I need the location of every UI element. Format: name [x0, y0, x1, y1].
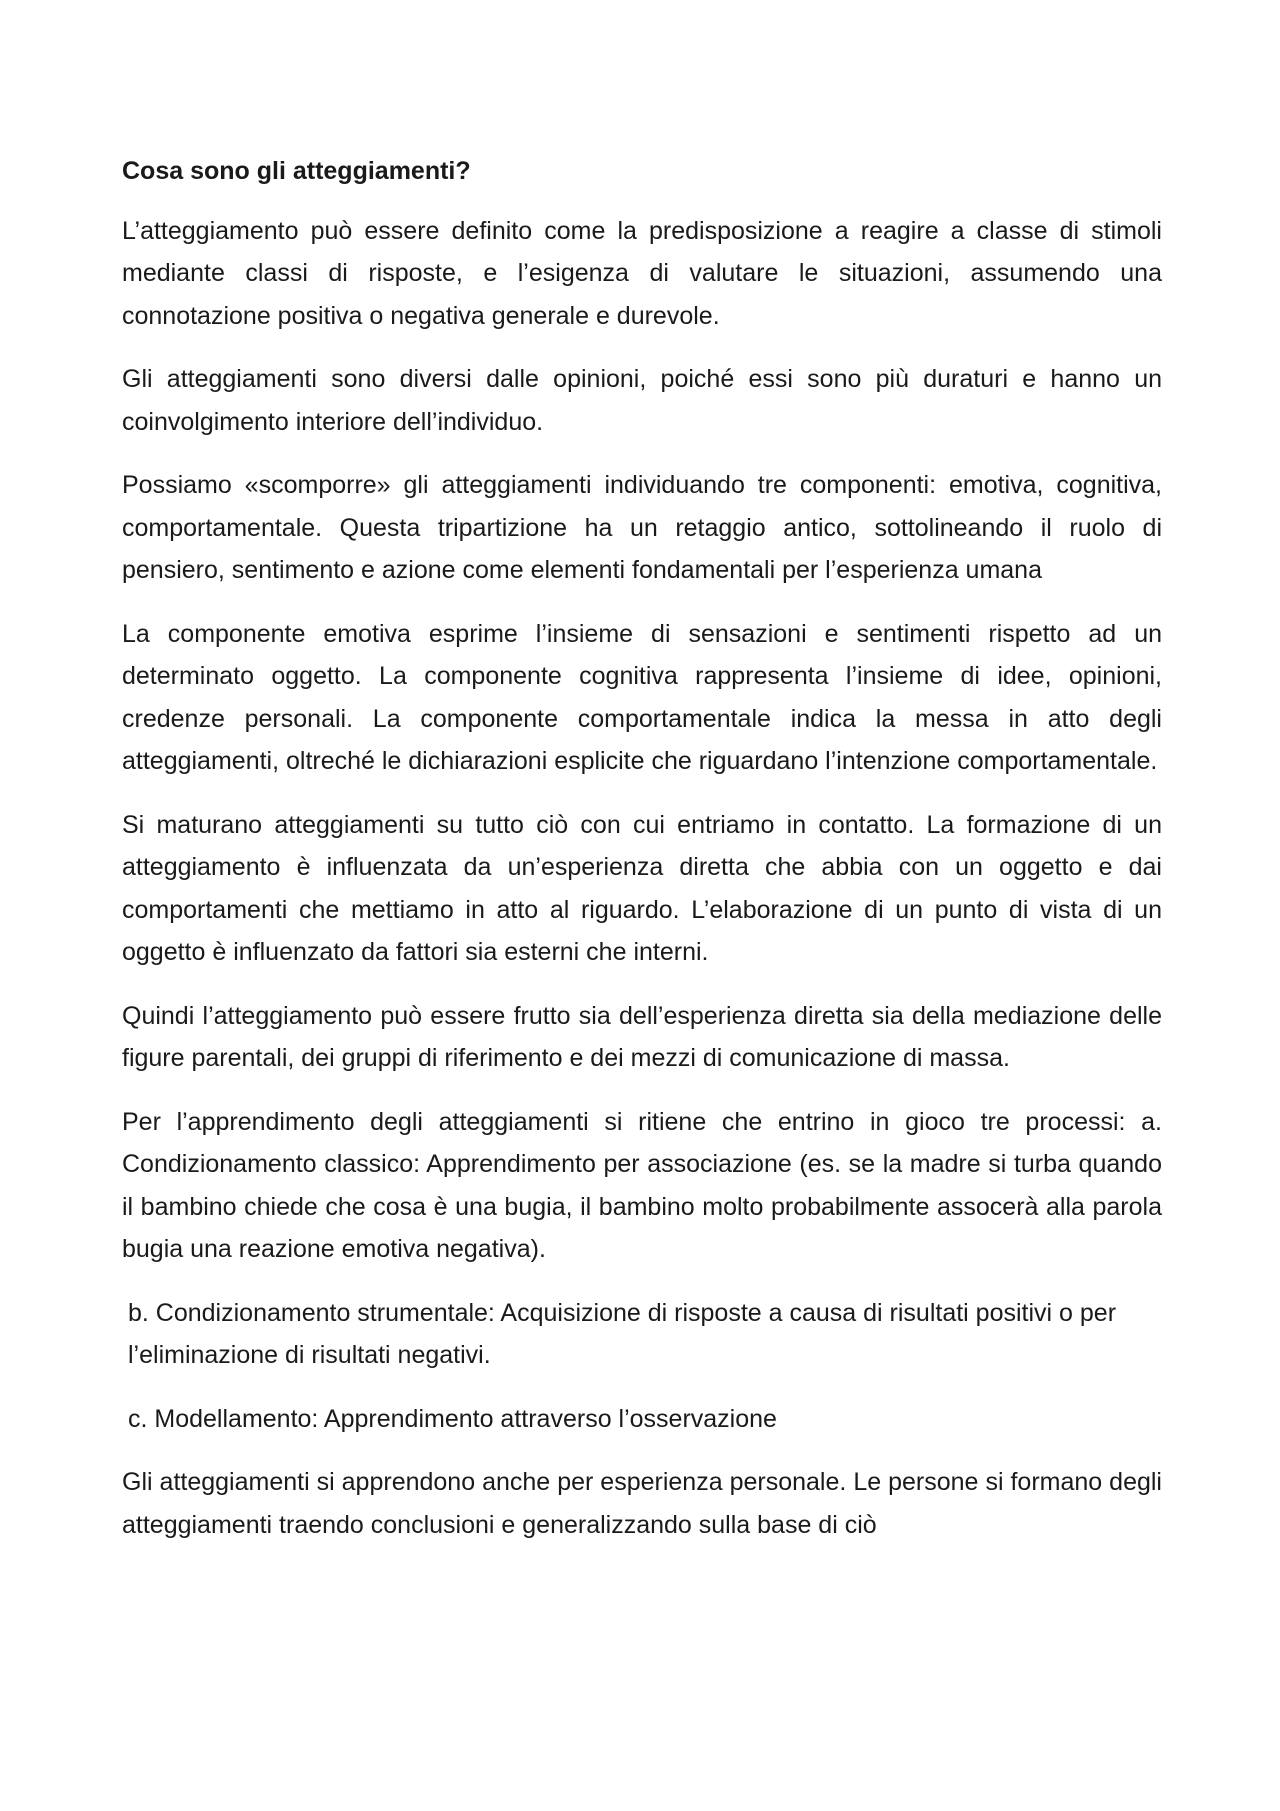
paragraph-sources: Quindi l’atteggiamento può essere frutto sia dell’esperienza diretta sia della mediazione delle figure parentali, dei gruppi di riferimento e dei mezzi di comunicazione di massa. — [122, 1001, 1162, 1072]
paragraph-instrumental-conditioning: b. Condizionamento strumentale: Acquisizione di risposte a causa di risultati positivi o per l’eliminazione di risultati negativi. — [128, 1298, 1117, 1369]
document-body — [122, 150, 1162, 1567]
paragraph-modeling: c. Modellamento: Apprendimento attraverso l’osservazione — [128, 1404, 777, 1433]
paragraph-formation: Si maturano atteggiamenti su tutto ciò con cui entriamo in contatto. La formazione di un atteggiamento è influenzata da un’esperienza diretta che abbia con un oggetto e dai comportamenti che mettiamo in atto al riguardo. L’elaborazione di un punto di vista di un oggetto è influenzato da fattori sia esterni che interni. — [122, 810, 1162, 966]
paragraph-definition: L’atteggiamento può essere definito come la predisposizione a reagire a classe di stimoli mediante classi di risposte, e l’esigenza di valutare le situazioni, assumendo una connotazione positiva o negativa generale e durevole. — [122, 216, 1162, 330]
paragraph-component-details: La componente emotiva esprime l’insieme di sensazioni e sentimenti rispetto ad un determinato oggetto. La componente cognitiva rappresenta l’insieme di idee, opinioni, credenze personali. La componente comportamentale indica la messa in atto degli atteggiamenti, oltreché le dichiarazioni esplicite che riguardano l’intenzione comportamentale. — [122, 619, 1162, 775]
document-title: Cosa sono gli atteggiamenti? — [122, 157, 471, 185]
paragraph-components: Possiamo «scomporre» gli atteggiamenti individuando tre componenti: emotiva, cognitiva, comportamentale. Questa tripartizione ha un retaggio antico, sottolineando il ruolo di pensiero, sentimento e azione come elementi fondamentali per l’esperienza umana — [122, 471, 1162, 584]
paragraph-personal-experience: Gli atteggiamenti si apprendono anche per esperienza personale. Le persone si formano degli atteggiamenti traendo conclusioni e generalizzando sulla base di ciò — [122, 1468, 1162, 1539]
paragraph-learning-processes: Per l’apprendimento degli atteggiamenti si ritiene che entrino in gioco tre processi: a. Condizionamento classico: Apprendimento per associazione (es. se la madre si turba quando il bambino chiede che cosa è una bugia, il bambino molto probabilmente assocerà alla parola bugia una reazione emotiva negativa). — [122, 1107, 1162, 1263]
paragraph-opinions: Gli atteggiamenti sono diversi dalle opinioni, poiché essi sono più duraturi e hanno un coinvolgimento interiore dell’individuo. — [122, 365, 1162, 436]
